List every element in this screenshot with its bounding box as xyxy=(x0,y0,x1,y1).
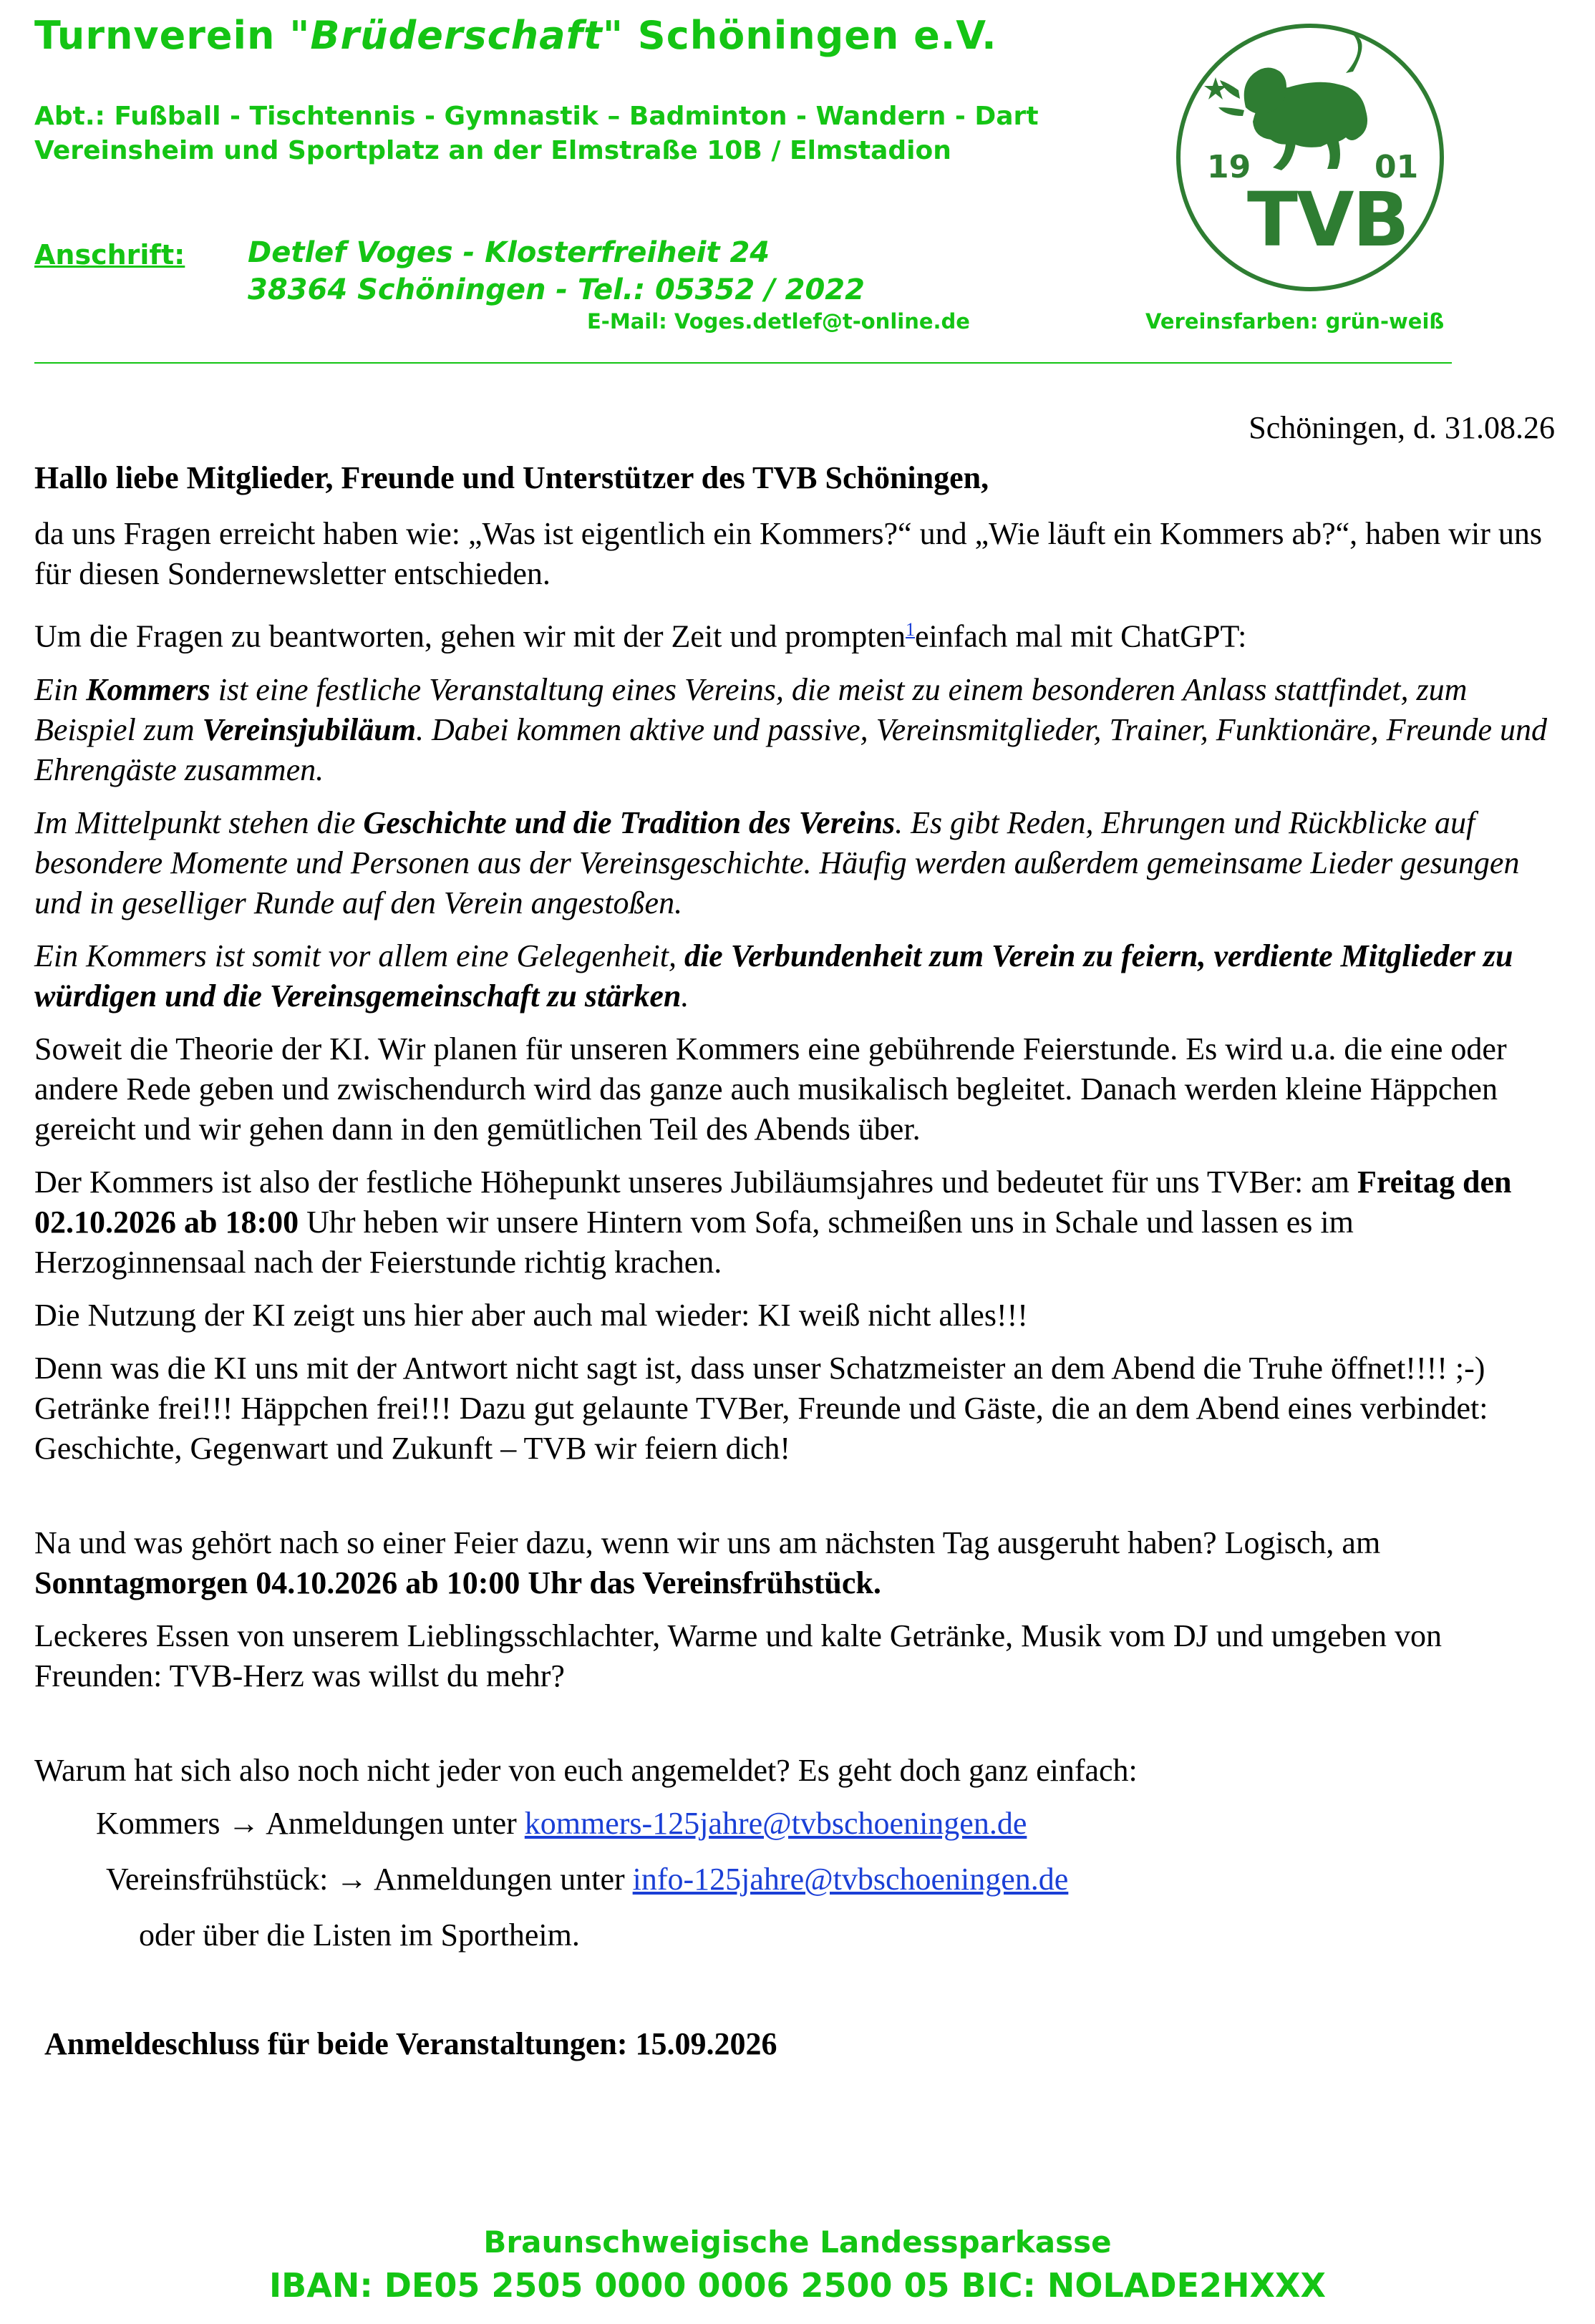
treasurer-paragraph: Denn was die KI uns mit der Antwort nicht sagt ist, dass unser Schatzmeister an dem Abend die Truhe öffnet!!!! ;-) Getränke frei!!! Häppchen frei!!! Dazu gut gelaunte TVBer, Freunde und Gäste, die an dem Abend eines verbindet: Geschichte, Gegenwart und Zukunft – TVB wir feiern dich! xyxy=(34,1350,1488,1466)
arrow-right-icon: → xyxy=(228,1805,260,1841)
departments-line: Abt.: Fußball - Tischtennis - Gymnastik – Badminton - Wandern - Dart xyxy=(34,102,1039,131)
letter-date: Schöningen, d. 31.08.26 xyxy=(1249,410,1555,445)
club-title-suffix: " Schöningen e.V. xyxy=(602,13,997,58)
club-title xyxy=(34,13,997,58)
address-line-1: Detlef Voges - Klosterfreiheit 24 xyxy=(248,236,770,269)
address-line-2: 38364 Schöningen - Tel.: 05352 / 2022 xyxy=(248,273,865,306)
letter-body xyxy=(34,458,1559,2077)
registration-lists: oder über die Listen im Sportheim. xyxy=(139,1917,580,1953)
logo-letters: TVB xyxy=(1247,176,1408,263)
contact-email: E-Mail: Voges.detlef@t-online.de xyxy=(587,309,970,334)
club-title-prefix: Turnverein " xyxy=(34,13,311,58)
bank-iban: IBAN: DE05 2505 0000 0006 2500 05 BIC: NOLADE2HXXX xyxy=(269,2266,1326,2305)
registration-breakfast: Vereinsfrühstück: → Anmeldungen unter info-125jahre@tvbschoeningen.de xyxy=(106,1861,1069,1897)
registration-intro: Warum hat sich also noch nicht jeder von euch angemeldet? Es geht doch ganz einfach: xyxy=(34,1752,1138,1788)
greeting: Hallo liebe Mitglieder, Freunde und Unterstützer des TVB Schöningen, xyxy=(34,460,989,495)
clubhouse-line: Vereinsheim und Sportplatz an der Elmstraße 10B / Elmstadion xyxy=(34,136,951,165)
registration-deadline: Anmeldeschluss für beide Veranstaltungen: 15.09.2026 xyxy=(44,2026,777,2061)
ai-quote-1: Ein Kommers ist eine festliche Veranstaltung eines Vereins, die meist zu einem besonderen Anlass stattfindet, zum Beispiel zum Vereinsjubiläum. Dabei kommen aktive und passive, Vereinsmitglieder, Trainer, Funktionäre, Freunde und Ehrengäste zusammen. xyxy=(34,671,1547,787)
chatgpt-intro: Um die Fragen zu beantworten, gehen wir mit der Zeit und prompten$^1$einfach mal mit ChatGPT: xyxy=(34,607,1559,657)
intro-paragraph: da uns Fragen erreicht haben wie: „Was ist eigentlich ein Kommers?“ und „Wie läuft ein Kommers ab?“, haben wir uns für diesen Sondernewsletter entschieden. xyxy=(34,516,1542,591)
arrow-right-icon: → xyxy=(336,1861,368,1897)
breakfast-paragraph: Na und was gehört nach so einer Feier dazu, wenn wir uns am nächsten Tag ausgeruht haben? Logisch, am Sonntagmorgen 04.10.2026 ab 10:00 Uhr das Vereinsfrühstück. xyxy=(34,1525,1381,1600)
ai-quote-3: Ein Kommers ist somit vor allem eine Gelegenheit, die Verbundenheit zum Verein zu feiern, verdiente Mitglieder zu würdigen und die Vereinsgemeinschaft zu stärken. xyxy=(34,938,1513,1013)
header-divider xyxy=(34,362,1452,364)
footnote-ref[interactable]: 1 xyxy=(905,619,915,640)
breakfast-details: Leckeres Essen von unserem Lieblingsschlachter, Warme und kalte Getränke, Musik vom DJ und umgeben von Freunden: TVB-Herz was willst du mehr? xyxy=(34,1618,1443,1693)
address-label: Anschrift: xyxy=(34,239,185,271)
kommers-date-paragraph: Der Kommers ist also der festliche Höhepunkt unseres Jubiläumsjahres und bedeutet für uns TVBer: am Freitag den 02.10.2026 ab 18:00 Uhr heben wir unsere Hintern vom Sofa, schmeißen uns in Schale und lassen es im Herzoginnensaal nach der Feierstunde richtig krachen. xyxy=(34,1164,1512,1280)
club-colors: Vereinsfarben: grün-weiß xyxy=(1145,309,1445,334)
plan-paragraph: Soweit die Theorie der KI. Wir planen für unseren Kommers eine gebührende Feierstunde. Es wird u.a. die eine oder andere Rede geben und zwischendurch wird das ganze auch musikalisch begleitet. Danach werden kleine Häppchen gereicht und wir gehen dann in den gemütlichen Teil des Abends über. xyxy=(34,1031,1507,1147)
breakfast-email-link[interactable]: info-125jahre@tvbschoeningen.de xyxy=(632,1861,1069,1897)
ai-quote-2: Im Mittelpunkt stehen die Geschichte und die Tradition des Vereins. Es gibt Reden, Ehrungen und Rückblicke auf besondere Momente und Personen aus der Vereinsgeschichte. Häufig werden außerdem gemeinsame Lieder gesungen und in geselliger Runde auf den Verein angestoßen. xyxy=(34,804,1520,920)
registration-kommers: Kommers → Anmeldungen unter kommers-125jahre@tvbschoeningen.de xyxy=(96,1805,1027,1841)
ai-limits-paragraph: Die Nutzung der KI zeigt uns hier aber auch mal wieder: KI weiß nicht alles!!! xyxy=(34,1297,1028,1333)
logo-year-right: 01 xyxy=(1375,149,1419,185)
logo-year-left: 19 xyxy=(1207,149,1251,185)
club-title-italic: Brüderschaft xyxy=(310,13,603,58)
bank-name: Braunschweigische Landessparkasse xyxy=(483,2225,1112,2260)
kommers-email-link[interactable]: kommers-125jahre@tvbschoeningen.de xyxy=(524,1805,1027,1841)
